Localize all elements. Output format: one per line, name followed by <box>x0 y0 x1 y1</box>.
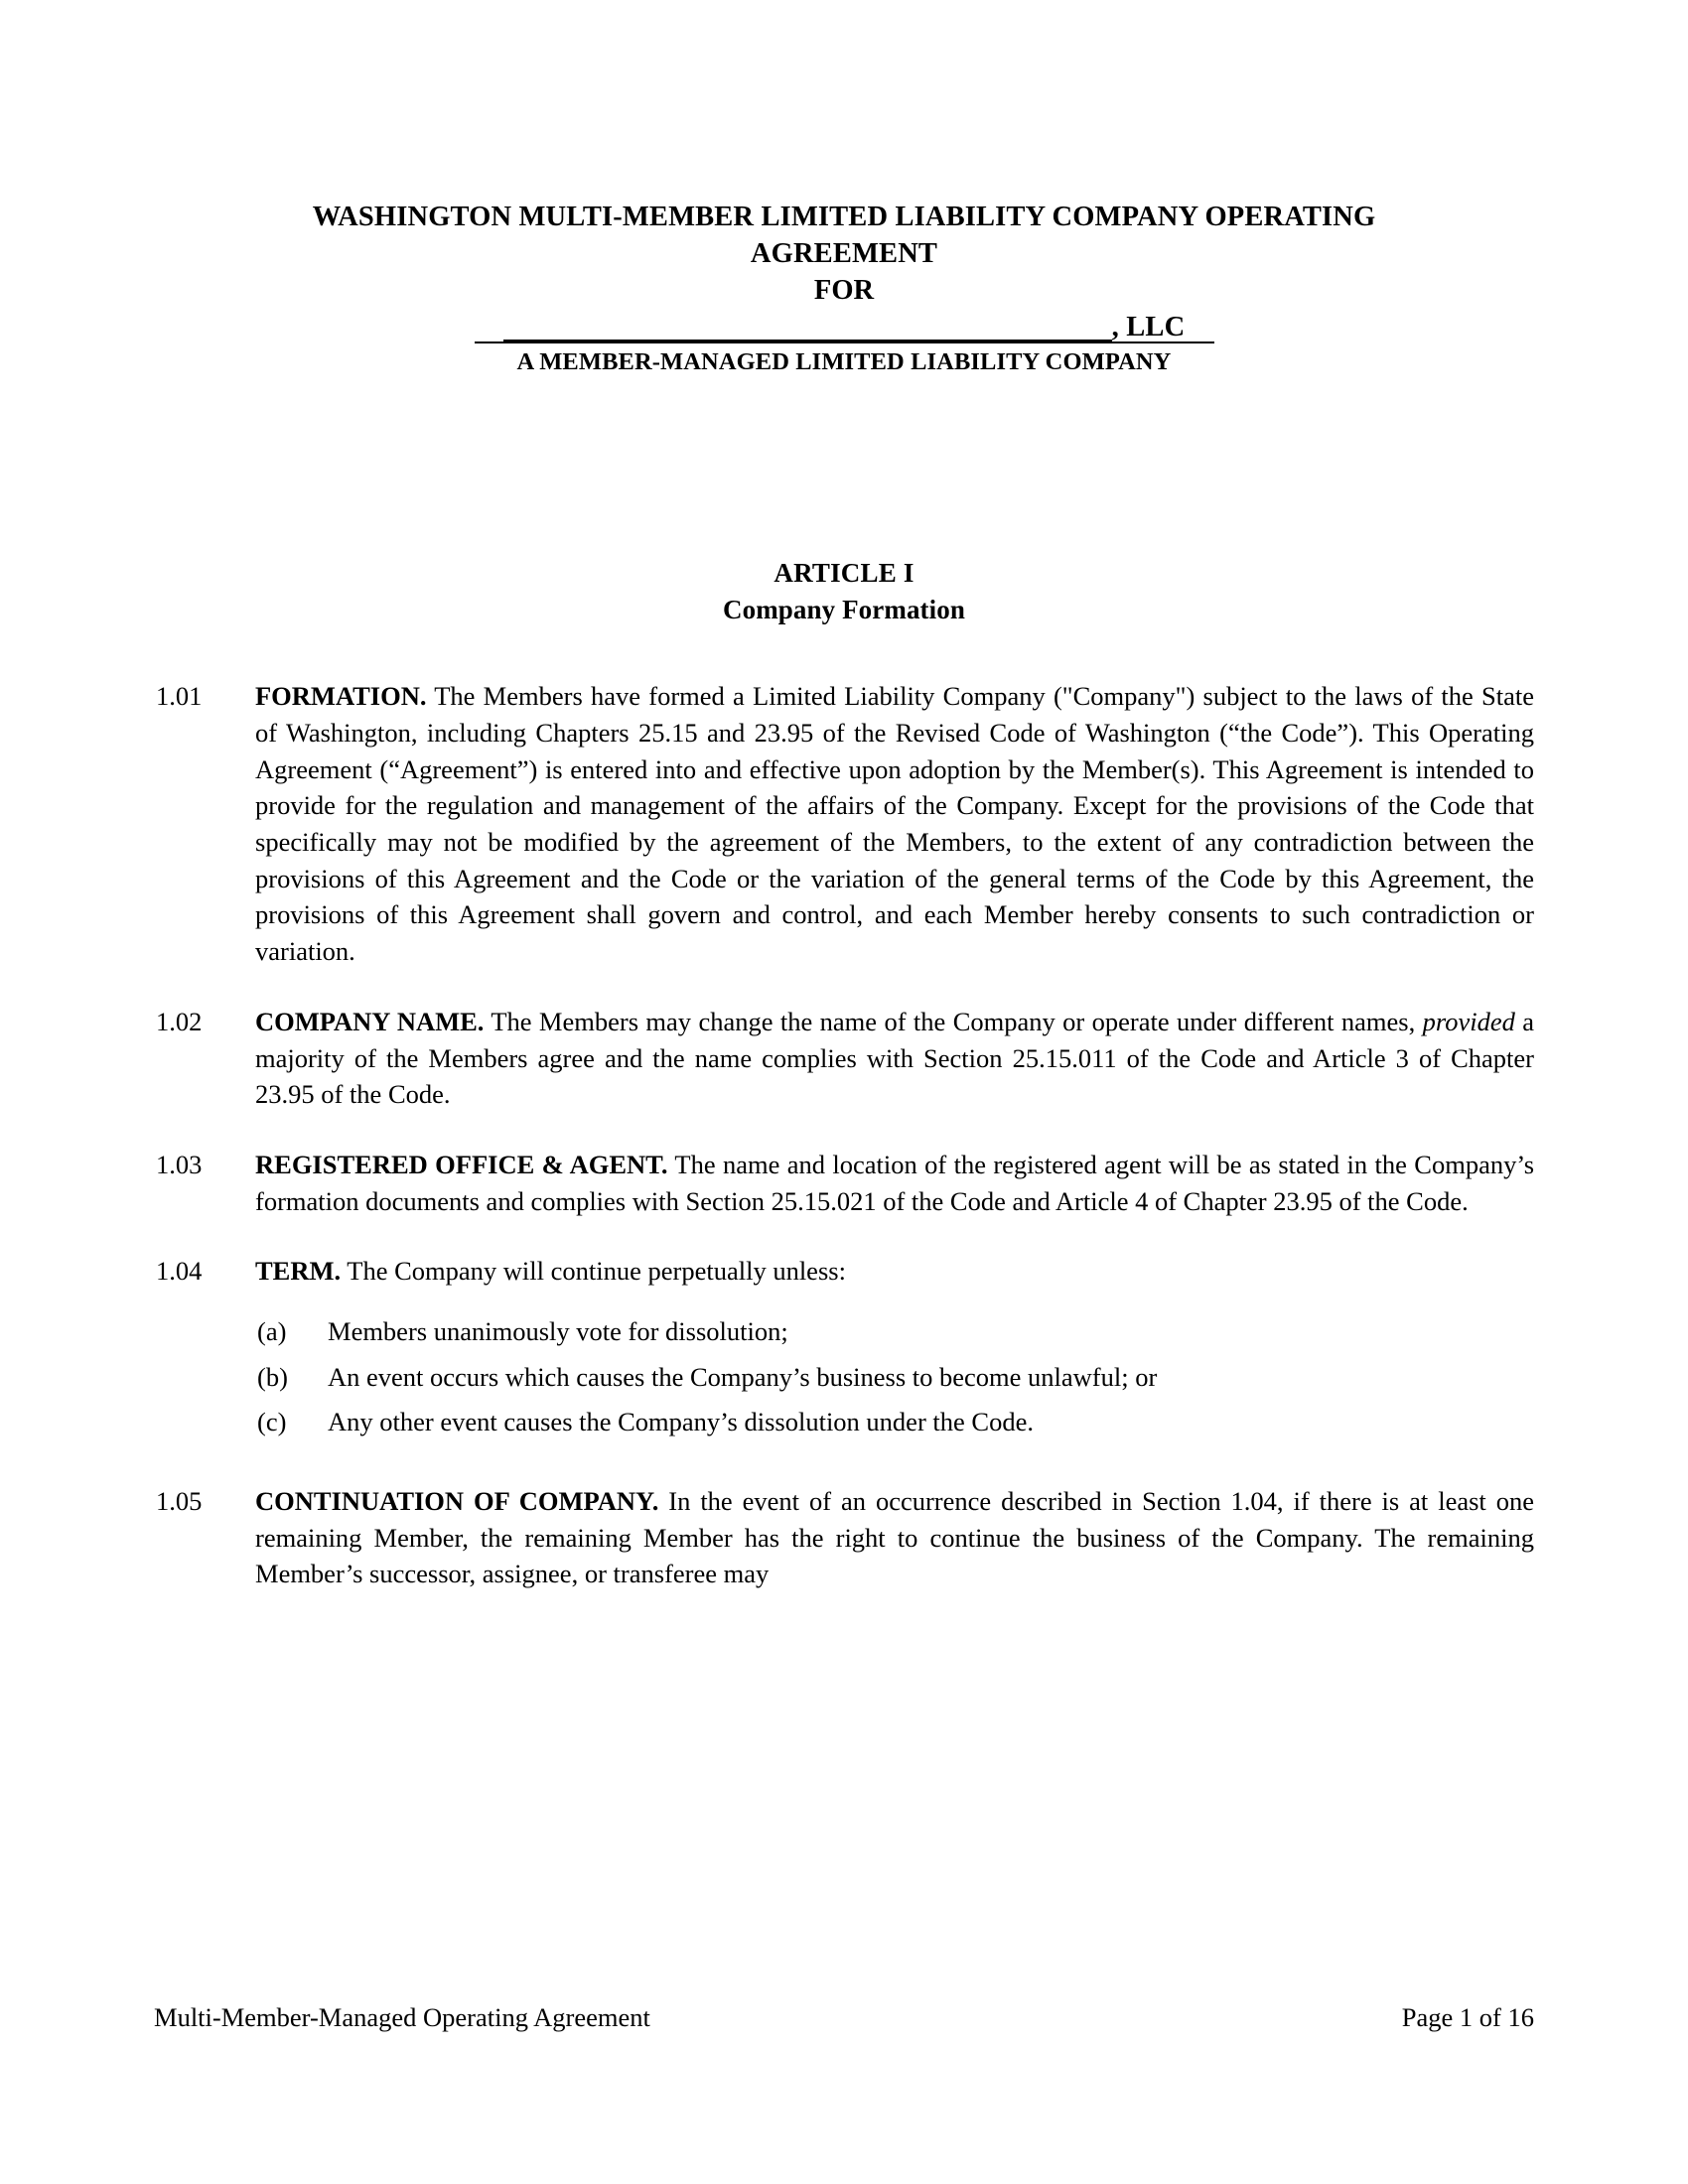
section-text-before-italic: The Members may change the name of the Company or operate under different names, <box>484 1006 1423 1036</box>
section-number: 1.03 <box>156 1149 203 1179</box>
section-body <box>255 1483 1534 1592</box>
section-1-04 <box>154 1253 1534 1449</box>
section-number: 1.04 <box>156 1256 203 1287</box>
section-text: In the event of an occurrence described in Section 1.04, if there is at least one remaining Member, the remaining Member has the right to continue the business of the Company. The remaining Member’s successor, assignee, or transferee may <box>255 1486 1534 1589</box>
section-body <box>255 1147 1534 1219</box>
sub-item-label: (b) <box>257 1361 288 1392</box>
section-1-05 <box>154 1483 1534 1592</box>
document-subtitle: A MEMBER-MANAGED LIMITED LIABILITY COMPANY <box>516 348 1172 376</box>
footer-document-label: Multi-Member-Managed Operating Agreement <box>154 2002 650 2032</box>
subtitle-divider <box>475 341 1214 343</box>
sub-item-text: An event occurs which causes the Company’s business to become unlawful; or <box>328 1361 1158 1392</box>
section-heading: COMPANY NAME. <box>255 1006 485 1036</box>
document-title-line-2: AGREEMENT <box>750 238 938 270</box>
footer-page-number: Page 1 of 16 <box>1401 2002 1534 2032</box>
section-heading: REGISTERED OFFICE & AGENT. <box>255 1149 668 1179</box>
sub-item-label: (c) <box>257 1407 287 1437</box>
company-name-input[interactable] <box>503 310 1112 341</box>
section-1-01 <box>154 678 1534 970</box>
page-footer <box>154 2000 1534 2034</box>
section-text: The Members have formed a Limited Liability Company ("Company") subject to the laws of the State of Washington, including Chapters 25.15 and 23.95 of the Revised Code of Washington (“the Code”). This Operating Agreement (“Agreement”) is entered into and effective upon adoption by the Member(s). This Agreement is intended to provide for the regulation and management of the affairs of the Company. Except for the provisions of the Code that specifically may not be modified by the agreement of the Members, to the extent of any contradiction between the provisions of this Agreement and the Code or the variation of the general terms of the Code by this Agreement, the provisions of this Agreement shall govern and control, and each Member hereby consents to such contradiction or variation. <box>255 681 1534 967</box>
section-list <box>154 678 1534 1592</box>
section-body <box>255 1253 1534 1449</box>
section-text-after-italic: a majority of the Members agree and the name complies with Section 25.15.011 of the Code and Article 3 of Chapter 23.95 of the Code. <box>255 1006 1535 1110</box>
article-number: ARTICLE I <box>774 557 914 588</box>
section-number: 1.01 <box>156 681 203 712</box>
section-number: 1.02 <box>156 1006 203 1036</box>
llc-suffix-label: , LLC <box>1111 312 1186 343</box>
section-number: 1.05 <box>156 1486 203 1516</box>
sub-item-text: Any other event causes the Company’s dissolution under the Code. <box>328 1407 1034 1437</box>
section-heading: CONTINUATION OF COMPANY. <box>255 1486 659 1516</box>
sub-item <box>255 1313 1534 1350</box>
section-1-03 <box>154 1147 1534 1219</box>
sub-item <box>255 1359 1534 1396</box>
sub-item <box>255 1404 1534 1440</box>
section-body <box>255 678 1534 970</box>
company-name-line <box>154 309 1534 345</box>
sub-item-text: Members unanimously vote for dissolution; <box>328 1315 788 1346</box>
document-title-for-label: FOR <box>813 275 875 307</box>
section-heading: TERM. <box>255 1256 342 1287</box>
document-title-line-1: WASHINGTON MULTI-MEMBER LIMITED LIABILITY COMPANY OPERATING <box>312 202 1376 232</box>
section-sub-list <box>255 1313 1534 1440</box>
section-text: The name and location of the registered agent will be as stated in the Company’s formation documents and complies with Section 25.15.021 of the Code and Article 4 of Chapter 23.95 of the Code. <box>255 1149 1535 1216</box>
section-1-02 <box>154 1004 1534 1113</box>
section-text: The Company will continue perpetually unless: <box>341 1256 846 1287</box>
section-heading: FORMATION. <box>255 681 427 712</box>
section-italic-term: provided <box>1422 1006 1515 1036</box>
title-block <box>154 199 1534 378</box>
article-name: Company Formation <box>723 595 965 625</box>
document-content <box>154 199 1534 1626</box>
sub-item-label: (a) <box>257 1315 287 1346</box>
section-body <box>255 1004 1534 1113</box>
article-heading <box>154 555 1534 629</box>
